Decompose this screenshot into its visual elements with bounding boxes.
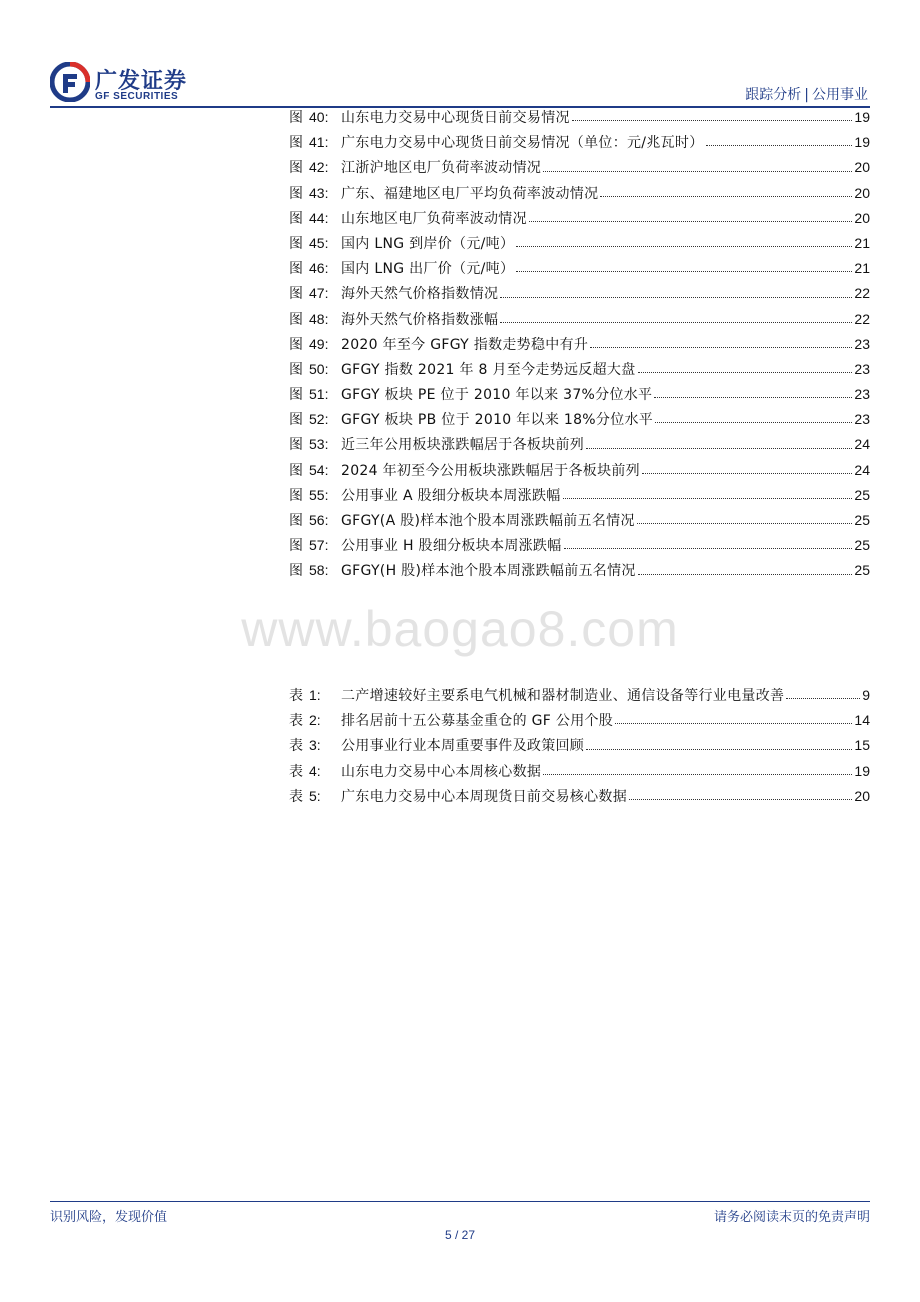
- toc-entry-title: GFGY 板块 PE 位于 2010 年以来 37%分位水平: [341, 387, 653, 404]
- toc-entry-page: 23: [854, 360, 870, 377]
- figure-toc-entry[interactable]: [289, 409, 870, 434]
- toc-entry-num: 53:: [309, 436, 329, 453]
- dot-leader: [600, 196, 852, 197]
- figure-toc-entry[interactable]: [289, 157, 870, 182]
- table-toc-entry[interactable]: [289, 786, 870, 811]
- toc-entry-page: 20: [854, 184, 870, 201]
- toc-entry-number: [289, 132, 341, 152]
- toc-entry-num: 4:: [309, 762, 321, 779]
- figure-toc-entry[interactable]: [289, 334, 870, 359]
- figure-toc-entry[interactable]: [289, 384, 870, 409]
- dot-leader: [529, 221, 853, 222]
- toc-entry-page: 25: [854, 486, 870, 503]
- toc-entry-number: [289, 735, 341, 755]
- figure-toc-entry[interactable]: [289, 485, 870, 510]
- toc-entry-number: [289, 334, 341, 354]
- figure-index: [289, 107, 870, 586]
- toc-entry-number: [289, 786, 341, 806]
- toc-entry-title: 2020 年至今 GFGY 指数走势稳中有升: [341, 336, 589, 353]
- table-toc-entry[interactable]: [289, 761, 870, 786]
- toc-entry-prefix: 图: [289, 261, 303, 278]
- figure-toc-entry[interactable]: [289, 535, 870, 560]
- toc-entry-num: 3:: [309, 737, 321, 754]
- toc-entry-num: 40:: [309, 109, 329, 125]
- toc-entry-prefix: 表: [289, 763, 303, 780]
- toc-entry-title: 海外天然气价格指数情况: [341, 286, 499, 303]
- figure-toc-entry[interactable]: [289, 460, 870, 485]
- dot-leader: [654, 397, 852, 398]
- toc-entry-page: 20: [854, 787, 870, 804]
- toc-entry-num: 57:: [309, 537, 329, 554]
- page-number: [0, 1228, 920, 1242]
- gf-logo-icon: [50, 62, 90, 102]
- figure-toc-entry[interactable]: [289, 309, 870, 334]
- dot-leader: [786, 698, 860, 699]
- dot-leader: [629, 799, 852, 800]
- figure-toc-entry[interactable]: [289, 258, 870, 283]
- toc-entry-num: 51:: [309, 386, 329, 403]
- toc-entry-number: [289, 409, 341, 429]
- toc-entry-page: 25: [854, 562, 870, 579]
- toc-entry-prefix: 图: [289, 185, 303, 202]
- toc-entry-page: 24: [854, 461, 870, 478]
- header-separator: |: [804, 87, 809, 103]
- figure-toc-entry[interactable]: [289, 107, 870, 132]
- toc-entry-num: 42:: [309, 159, 329, 176]
- report-category: [745, 84, 868, 104]
- toc-entry-number: [289, 685, 341, 705]
- dot-leader: [642, 473, 852, 474]
- toc-entry-number: [289, 710, 341, 730]
- toc-entry-num: 43:: [309, 184, 329, 201]
- toc-entry-prefix: 表: [289, 738, 303, 755]
- gf-securities-logo: [50, 62, 200, 106]
- toc-entry-title: 山东电力交易中心本周核心数据: [341, 763, 542, 780]
- table-toc-entry[interactable]: [289, 710, 870, 735]
- toc-entry-prefix: 图: [289, 135, 303, 152]
- toc-entry-prefix: 图: [289, 412, 303, 429]
- dot-leader: [564, 548, 853, 549]
- toc-entry-title: 江浙沪地区电厂负荷率波动情况: [341, 160, 542, 177]
- toc-entry-num: 52:: [309, 411, 329, 428]
- toc-entry-number: [289, 761, 341, 781]
- toc-entry-page: 21: [854, 260, 870, 277]
- toc-entry-number: [289, 107, 341, 127]
- toc-entry-prefix: 表: [289, 713, 303, 730]
- toc-entry-title: 2024 年初至今公用板块涨跌幅居于各板块前列: [341, 462, 640, 479]
- dot-leader: [586, 448, 852, 449]
- page-header: [0, 0, 920, 110]
- toc-entry-num: 56:: [309, 512, 329, 528]
- report-type: 跟踪分析: [745, 87, 802, 103]
- toc-entry-prefix: 图: [289, 336, 303, 353]
- toc-entry-page: 19: [854, 762, 870, 779]
- dot-leader: [638, 372, 853, 373]
- toc-entry-page: 24: [854, 436, 870, 453]
- toc-entry-prefix: 图: [289, 110, 303, 126]
- toc-entry-prefix: 图: [289, 361, 303, 378]
- toc-entry-number: [289, 208, 341, 228]
- toc-entry-num: 54:: [309, 461, 329, 478]
- toc-entry-title: GFGY 指数 2021 年 8 月至今走势远反超大盘: [341, 361, 636, 378]
- toc-entry-num: 47:: [309, 285, 329, 302]
- toc-entry-prefix: 图: [289, 437, 303, 454]
- toc-entry-number: [289, 485, 341, 505]
- toc-entry-prefix: 图: [289, 210, 303, 227]
- toc-entry-title: 广东、福建地区电厂平均负荷率波动情况: [341, 185, 599, 202]
- dot-leader: [586, 749, 852, 750]
- toc-entry-title: GFGY(H 股)样本池个股本周涨跌幅前五名情况: [341, 563, 636, 580]
- toc-entry-prefix: 表: [289, 688, 303, 704]
- toc-entry-num: 58:: [309, 562, 329, 579]
- dot-leader: [706, 145, 853, 146]
- toc-entry-title: 广东电力交易中心本周现货日前交易核心数据: [341, 788, 627, 805]
- brand-name-en: GF SECURITIES: [95, 91, 179, 102]
- toc-entry-title: 公用事业 A 股细分板块本周涨跌幅: [341, 487, 561, 504]
- toc-entry-title: 海外天然气价格指数涨幅: [341, 311, 499, 328]
- toc-entry-title: 广东电力交易中心现货日前交易情况（单位：元/兆瓦时）: [341, 135, 704, 152]
- toc-entry-number: [289, 183, 341, 203]
- dot-leader: [590, 347, 852, 348]
- toc-entry-number: [289, 510, 341, 530]
- toc-entry-prefix: 图: [289, 538, 303, 555]
- toc-entry-prefix: 图: [289, 311, 303, 328]
- dot-leader: [637, 523, 853, 524]
- figure-toc-entry[interactable]: [289, 359, 870, 384]
- toc-entry-number: [289, 359, 341, 379]
- toc-entry-title: 近三年公用板块涨跌幅居于各板块前列: [341, 437, 585, 454]
- toc-entry-num: 50:: [309, 360, 329, 377]
- page-current: 5: [444, 1228, 452, 1242]
- toc-entry-page: 20: [854, 159, 870, 176]
- figure-toc-entry[interactable]: [289, 283, 870, 308]
- toc-entry-prefix: 图: [289, 286, 303, 303]
- toc-entry-title: 排名居前十五公募基金重仓的 GF 公用个股: [341, 713, 614, 730]
- toc-entry-number: [289, 560, 341, 580]
- toc-entry-prefix: 表: [289, 788, 303, 805]
- toc-entry-title: 国内 LNG 出厂价（元/吨）: [341, 261, 515, 278]
- toc-entry-page: 22: [854, 285, 870, 302]
- dot-leader: [655, 422, 852, 423]
- toc-entry-number: [289, 258, 341, 278]
- toc-entry-num: 55:: [309, 486, 329, 503]
- figure-toc-entry[interactable]: [289, 510, 870, 535]
- toc-entry-page: 19: [854, 134, 870, 151]
- toc-entry-page: 21: [854, 234, 870, 251]
- toc-entry-title: GFGY(A 股)样本池个股本周涨跌幅前五名情况: [341, 513, 635, 529]
- figure-toc-entry[interactable]: [289, 560, 870, 585]
- toc-entry-number: [289, 283, 341, 303]
- table-toc-entry[interactable]: [289, 685, 870, 710]
- toc-entry-page: 25: [854, 512, 870, 528]
- toc-entry-num: 1:: [309, 687, 321, 703]
- dot-leader: [543, 171, 852, 172]
- page-separator: /: [454, 1228, 459, 1242]
- toc-entry-page: 25: [854, 537, 870, 554]
- toc-entry-number: [289, 535, 341, 555]
- dot-leader: [543, 774, 852, 775]
- footer-divider: [50, 1201, 870, 1202]
- figure-toc-entry[interactable]: [289, 233, 870, 258]
- toc-entry-number: [289, 157, 341, 177]
- figure-toc-entry[interactable]: [289, 183, 870, 208]
- dot-leader: [563, 498, 853, 499]
- toc-entry-title: 国内 LNG 到岸价（元/吨）: [341, 235, 515, 252]
- footer-slogan: 识别风险，发现价值: [50, 1210, 168, 1225]
- toc-entry-prefix: 图: [289, 160, 303, 177]
- toc-entry-title: 二产增速较好主要系电气机械和器材制造业、通信设备等行业电量改善: [341, 688, 785, 704]
- toc-entry-page: 15: [854, 737, 870, 754]
- toc-entry-num: 41:: [309, 134, 329, 151]
- toc-entry-prefix: 图: [289, 487, 303, 504]
- toc-entry-title: 公用事业 H 股细分板块本周涨跌幅: [341, 538, 562, 555]
- toc-entry-num: 45:: [309, 234, 329, 251]
- toc-entry-number: [289, 309, 341, 329]
- toc-entry-page: 14: [854, 712, 870, 729]
- toc-entry-page: 20: [854, 209, 870, 226]
- dot-leader: [638, 574, 853, 575]
- figure-toc-entry[interactable]: [289, 434, 870, 459]
- toc-entry-num: 48:: [309, 310, 329, 327]
- dot-leader: [500, 322, 852, 323]
- toc-entry-number: [289, 384, 341, 404]
- figure-toc-entry[interactable]: [289, 208, 870, 233]
- dot-leader: [615, 723, 852, 724]
- table-toc-entry[interactable]: [289, 735, 870, 760]
- toc-entry-page: 22: [854, 310, 870, 327]
- dot-leader: [516, 271, 852, 272]
- report-sector: 公用事业: [812, 87, 868, 103]
- toc-entry-page: 19: [854, 109, 870, 125]
- toc-entry-page: 23: [854, 335, 870, 352]
- toc-entry-num: 49:: [309, 335, 329, 352]
- page-total: 27: [461, 1228, 476, 1242]
- toc-entry-prefix: 图: [289, 513, 303, 529]
- watermark: www.baogao8.com: [241, 601, 679, 657]
- toc-entry-number: [289, 460, 341, 480]
- toc-entry-title: 公用事业行业本周重要事件及政策回顾: [341, 738, 585, 755]
- toc-entry-prefix: 图: [289, 387, 303, 404]
- brand-name-cn: 广发证券: [95, 69, 188, 94]
- dot-leader: [516, 246, 852, 247]
- figure-toc-entry[interactable]: [289, 132, 870, 157]
- toc-entry-prefix: 图: [289, 563, 303, 580]
- toc-entry-num: 2:: [309, 712, 321, 729]
- toc-entry-title: 山东地区电厂负荷率波动情况: [341, 210, 527, 227]
- dot-leader: [500, 297, 852, 298]
- toc-entry-page: 23: [854, 386, 870, 403]
- toc-entry-num: 44:: [309, 209, 329, 226]
- toc-entry-title: 山东电力交易中心现货日前交易情况: [341, 110, 570, 126]
- toc-entry-prefix: 图: [289, 462, 303, 479]
- toc-entry-title: GFGY 板块 PB 位于 2010 年以来 18%分位水平: [341, 412, 654, 429]
- toc-entry-prefix: 图: [289, 235, 303, 252]
- footer-disclaimer-link[interactable]: 请务必阅读末页的免责声明: [713, 1210, 870, 1225]
- toc-entry-num: 46:: [309, 260, 329, 277]
- table-index: [289, 685, 870, 811]
- toc-entry-number: [289, 233, 341, 253]
- toc-entry-page: 23: [854, 411, 870, 428]
- toc-entry-num: 5:: [309, 787, 321, 804]
- toc-entry-number: [289, 434, 341, 454]
- dot-leader: [572, 120, 853, 121]
- toc-entry-page: 9: [862, 687, 870, 703]
